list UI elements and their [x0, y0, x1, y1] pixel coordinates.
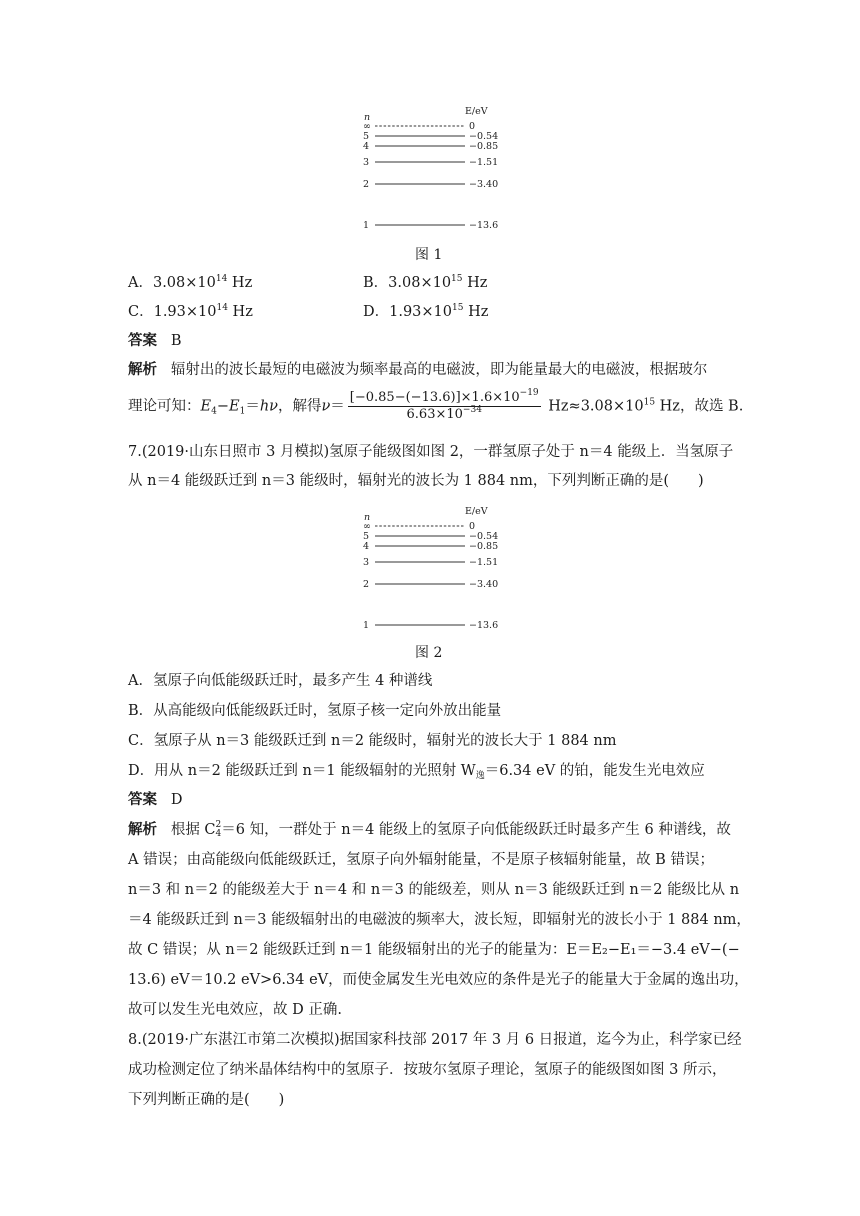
level-n-label: 2	[363, 179, 370, 190]
level-energy-label: −3.40	[469, 179, 499, 190]
level-energy-label: −0.85	[469, 541, 499, 552]
q6-analysis-line-2: 理论可知：$E_4-E_1=h\nu$，解得ν＝ $\frac{[-0.85-(-13.6)]\times 1.6\times 10^{-19}}{6.63\times 10^{-34}}$ $Hz\approx 3.08\times 10^{15}$ Hz，故选 B.	[128, 388, 744, 422]
level-n-label: ∞	[363, 121, 371, 132]
level-n-label: 5	[363, 131, 370, 142]
level-n-label: ∞	[363, 521, 371, 532]
energy-axis-label: E/eV	[465, 506, 488, 517]
level-energy-label: −1.51	[469, 157, 499, 168]
level-energy-label: −0.54	[469, 531, 499, 542]
q6-analysis-line-1: 解析 辐射出的波长最短的电磁波为频率最高的电磁波，即为能量最大的电磁波，根据玻尔	[128, 361, 708, 378]
frequency-fraction: $\frac{[-0.85-(-13.6)]\times 1.6\times 10^{-19}}{6.63\times 10^{-34}}$	[349, 388, 539, 422]
energy-axis-label: E/eV	[465, 106, 488, 117]
level-n-label: 4	[363, 141, 370, 152]
level-energy-label: −0.85	[469, 141, 499, 152]
q7-option-c[interactable]: C．氢原子从 n＝3 能级跃迁到 n＝2 能级时，辐射光的波长大于 1 884 nm	[128, 733, 617, 749]
n-axis-label: n	[364, 512, 371, 523]
q8-stem-line-2: 成功检测定位了纳米晶体结构中的氢原子．按玻尔氢原子理论，氢原子的能级图如图 3 所示，	[128, 1062, 727, 1078]
n-axis-label: n	[364, 112, 371, 123]
level-n-label: 4	[363, 541, 370, 552]
level-energy-label: −1.51	[469, 557, 499, 568]
q7-analysis-line-2: A 错误；由高能级向低能级跃迁，氢原子向外辐射能量，不是原子核辐射能量，故 B 错误；	[128, 852, 714, 868]
analysis-label: 解析	[128, 821, 157, 838]
answer-label: 答案	[128, 791, 157, 808]
answer-value: D	[170, 792, 183, 808]
q7-analysis-line-1: 解析 根据 C 2 4 ＝6 知，一群处于 n＝4 能级上的氢原子向低能级跃迁时最多产生 6 种谱线，故	[128, 820, 731, 839]
level-energy-label: 0	[469, 121, 476, 132]
level-n-label: 3	[363, 557, 370, 568]
q7-analysis-line-6: 13.6) eV＝10.2 eV>6.34 eV，而使金属发生光电效应的条件是光子的能量大于金属的逸出功，	[128, 972, 749, 988]
level-energy-label: −13.6	[469, 220, 499, 231]
level-energy-label: 0	[469, 521, 476, 532]
level-n-label: 5	[363, 531, 370, 542]
energy-level-diagram-1	[355, 100, 515, 235]
answer-label: 答案	[128, 332, 157, 349]
q7-analysis-line-4: ＝4 能级跃迁到 n＝3 能级辐射出的电磁波的频率大，波长短，即辐射光的波长小于 1 884 nm，	[128, 912, 751, 928]
q6-option-c[interactable]: C．$1.93\times 10^{14}$ Hz	[128, 303, 253, 320]
figure-2-caption: 图 2	[415, 645, 443, 661]
q6-answer	[128, 331, 181, 351]
answer-value: B	[170, 333, 182, 349]
q8-stem-line-3: 下列判断正确的是( )	[128, 1092, 285, 1108]
level-n-label: 3	[363, 157, 370, 168]
level-energy-label: −13.6	[469, 620, 499, 631]
level-energy-label: −3.40	[469, 579, 499, 590]
level-n-label: 1	[363, 220, 370, 231]
level-energy-label: −0.54	[469, 131, 499, 142]
q6-option-b[interactable]: B．$3.08\times 10^{15}$ Hz	[363, 274, 488, 291]
figure-1-caption: 图 1	[415, 247, 443, 263]
q7-analysis-line-5: 故 C 错误；从 n＝2 能级跃迁到 n＝1 能级辐射出的光子的能量为：E＝E₂−E₁＝−3.4 eV−(−	[128, 942, 740, 958]
q6-option-d[interactable]: D．$1.93\times 10^{15}$ Hz	[363, 303, 489, 320]
analysis-label: 解析	[128, 361, 157, 378]
level-n-label: 1	[363, 620, 370, 631]
q7-stem-line-2: 从 n＝4 能级跃迁到 n＝3 能级时，辐射光的波长为 1 884 nm，下列判断正确的是( )	[128, 473, 704, 489]
q6-option-a[interactable]: A．$3.08\times 10^{14}$ Hz	[128, 274, 253, 291]
level-n-label: 2	[363, 579, 370, 590]
q7-analysis-line-3: n＝3 和 n＝2 的能级差大于 n＝4 和 n＝3 的能级差，则从 n＝3 能级跃迁到 n＝2 能级比从 n	[128, 882, 740, 898]
q7-analysis-line-7: 故可以发生光电效应，故 D 正确.	[128, 1002, 342, 1018]
q7-stem-line-1: 7.(2019·山东日照市 3 月模拟)氢原子能级图如图 2，一群氢原子处于 n＝4 能级上．当氢原子	[128, 444, 734, 460]
q7-answer	[128, 790, 182, 810]
q7-option-b[interactable]: B．从高能级向低能级跃迁时，氢原子核一定向外放出能量	[128, 703, 502, 719]
energy-level-diagram-2	[355, 500, 515, 635]
q7-option-d[interactable]: D．用从 n＝2 能级跃迁到 n＝1 能级辐射的光照射 $W_逸=6.34$ eV 的铂，能发生光电效应	[128, 763, 705, 781]
q8-stem-line-1: 8.(2019·广东湛江市第二次模拟)据国家科技部 2017 年 3 月 6 日报道，迄今为止，科学家已经	[128, 1032, 742, 1048]
q7-option-a[interactable]: A．氢原子向低能级跃迁时，最多产生 4 种谱线	[128, 673, 433, 689]
